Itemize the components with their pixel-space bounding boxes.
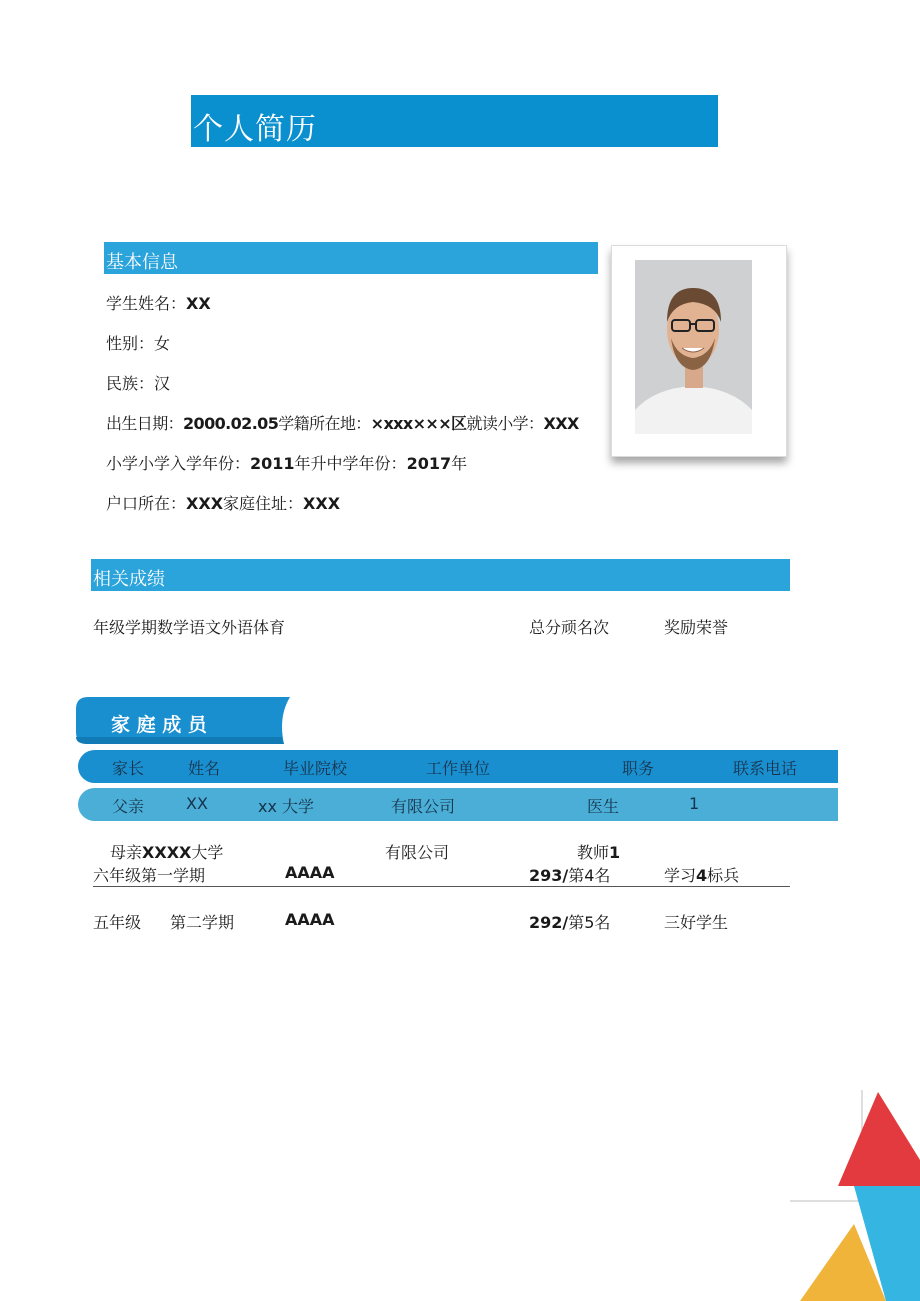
col-school: 毕业院校: [283, 759, 348, 778]
birth-line: [106, 411, 579, 434]
residence-value: ×xxx×××区: [370, 414, 467, 433]
scores-heading: 相关成绩: [93, 569, 165, 590]
address-value: XXX: [303, 494, 341, 513]
birth-value: 2000.02.05: [183, 414, 279, 433]
address-label: 家庭住址：: [223, 494, 304, 513]
ethnicity-line: 民族：汉: [106, 374, 171, 393]
family-row-father: [78, 788, 838, 821]
score-row-2-rank: 第5名: [568, 913, 611, 932]
score-row-1-total: [529, 863, 610, 886]
scores-header-left: 年级学期数学语文外语体育: [93, 618, 286, 637]
score-row-2-grade: 五年级: [93, 913, 142, 932]
birth-label: 出生日期：: [106, 414, 184, 433]
row-divider: [93, 886, 790, 887]
primary-year-label: 小学小学入学年份：: [106, 454, 251, 473]
score-row-1-honor: [664, 863, 739, 886]
portrait-photo-icon: [635, 260, 752, 434]
year-suffix: 年: [451, 454, 468, 473]
mother-name-school: XXXX: [142, 843, 192, 862]
col-phone: 联系电话: [733, 759, 798, 778]
family-heading: 家 庭 成 员: [111, 714, 207, 736]
col-parent: 家长: [112, 759, 145, 778]
basic-info-heading: 基本信息: [106, 252, 178, 273]
col-company: 工作单位: [426, 759, 491, 778]
primary-year-value: 2011: [250, 454, 295, 473]
score-row-1-honor-b: 标兵: [707, 866, 740, 885]
student-name-line: [106, 291, 211, 314]
name-value: XX: [186, 294, 211, 313]
scores-header-mid: 总分顽名次: [529, 618, 610, 637]
decorative-triangles: [790, 1090, 920, 1301]
father-relation: 父亲: [112, 797, 145, 816]
score-row-1-honor-a: 学习: [664, 866, 697, 885]
col-position: 职务: [622, 759, 655, 778]
score-row-1-rank: 第4名: [568, 866, 611, 885]
score-row-2-honor: 三好学生: [664, 913, 729, 932]
enrollment-line: [106, 451, 467, 474]
score-row-2-subjects: AAAA: [285, 910, 335, 929]
mother-job: 教师: [577, 843, 610, 862]
mother-company: 有限公司: [385, 843, 450, 862]
basic-info-banner: [104, 242, 598, 274]
photo-frame: [611, 245, 787, 457]
school-value: XXX: [543, 414, 579, 433]
hukou-value: XXX: [186, 494, 224, 513]
page-title: 个人简历: [193, 112, 317, 147]
father-job: 医生: [587, 797, 620, 816]
score-row-2-total-value: 292/: [529, 913, 569, 932]
score-row-1-grade: 六年级第一学期: [93, 866, 206, 885]
mother-relation-school: [110, 840, 223, 863]
father-name: XX: [186, 794, 208, 813]
father-school: xx 大学: [258, 797, 315, 816]
residence-label: 学籍所在地：: [278, 414, 371, 433]
mother-school-suffix: 大学: [191, 843, 224, 862]
name-label: 学生姓名：: [106, 294, 187, 313]
hukou-label: 户口所在：: [106, 494, 187, 513]
middle-year-value: 2017: [406, 454, 452, 473]
father-company: 有限公司: [391, 797, 456, 816]
score-row-2-term: 第二学期: [170, 913, 235, 932]
col-name: 姓名: [188, 759, 221, 778]
mother-job-phone: [577, 840, 620, 863]
family-columns-header: [78, 750, 838, 783]
score-row-1-honor-num: 4: [696, 866, 708, 885]
scores-banner: [91, 559, 790, 591]
score-row-2-total: [529, 910, 610, 933]
hukou-line: [106, 491, 340, 514]
gender-line: 性别：女: [106, 334, 171, 353]
mother-phone: 1: [609, 843, 621, 862]
score-row-1-total-value: 293/: [529, 866, 569, 885]
score-row-1-subjects: AAAA: [285, 863, 335, 882]
father-phone: 1: [689, 794, 700, 813]
school-label: 就读小学：: [466, 414, 544, 433]
scores-header-right: 奖励荣誉: [664, 618, 729, 637]
mother-relation: 母亲: [110, 843, 143, 862]
middle-year-label: 年升中学年份：: [294, 454, 407, 473]
